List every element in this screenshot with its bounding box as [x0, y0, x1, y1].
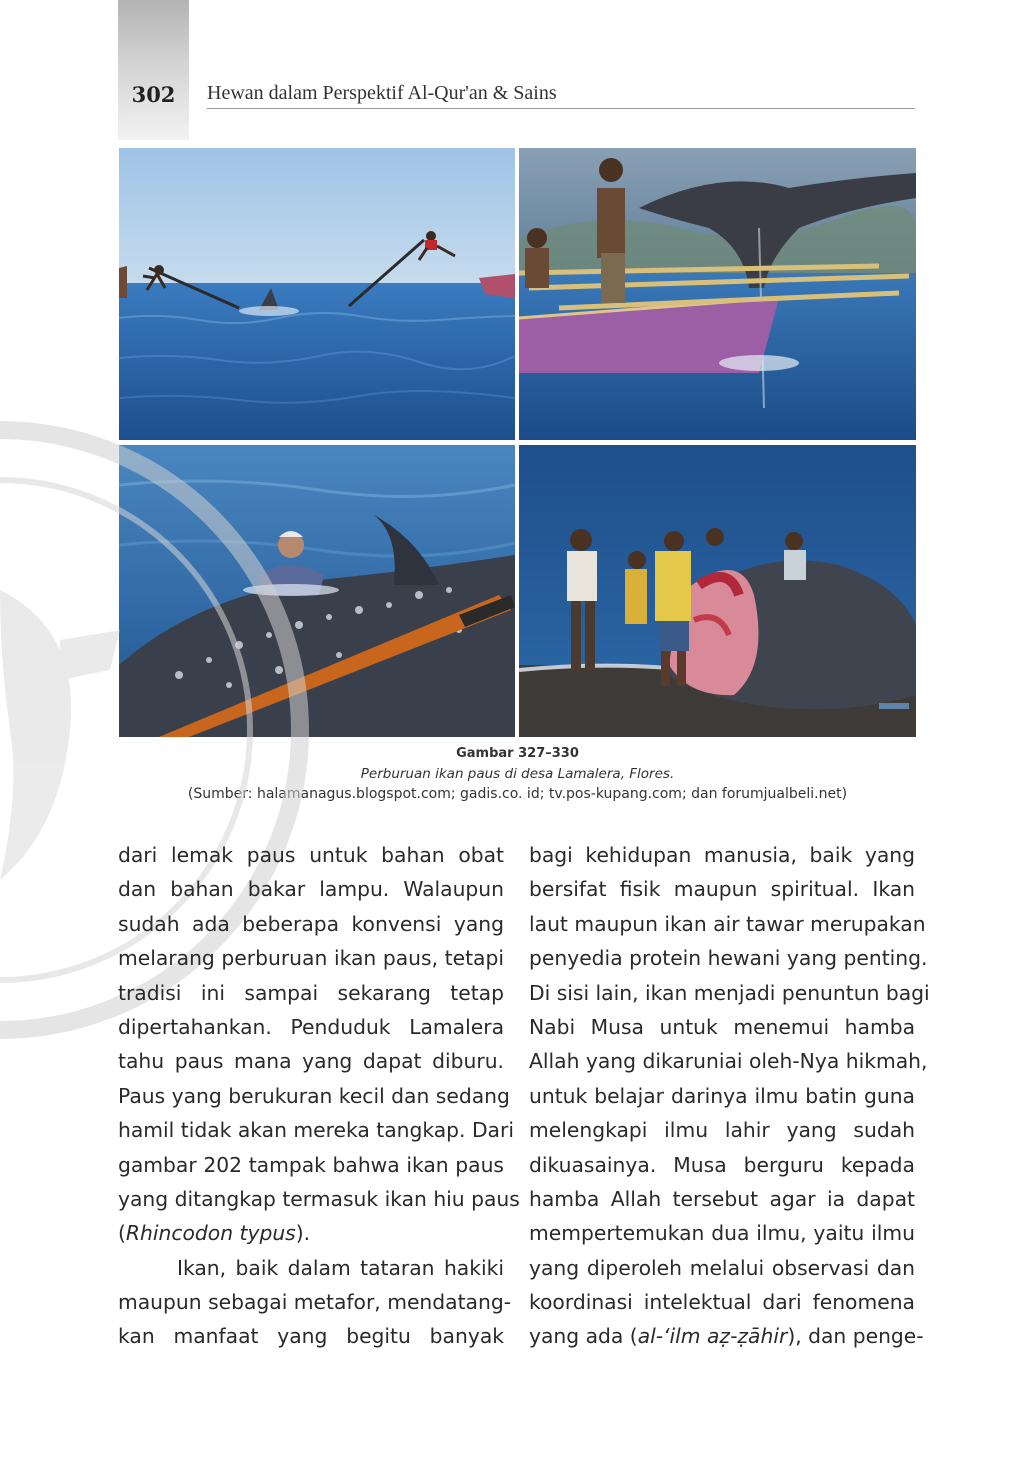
page-number: 302 — [131, 82, 176, 107]
species-close: ). — [295, 1221, 311, 1246]
body-line: bersifat fisik maupun spiritual. Ikan — [529, 877, 915, 902]
body-line: melarang perburuan ikan paus, tetapi — [118, 946, 504, 971]
body-line: kan manfaat yang begitu banyak — [118, 1324, 504, 1349]
body-line: dipertahankan. Penduduk Lamalera — [118, 1014, 504, 1039]
body-line: dikuasainya. Musa berguru kepada — [529, 1152, 915, 1177]
body-line-species — [118, 1216, 504, 1250]
body-line: hamba Allah tersebut agar ia dapat — [529, 1186, 915, 1211]
species-open: ( — [118, 1221, 126, 1246]
body-column-left — [118, 838, 520, 1354]
body-line-paragraph-start: Ikan, baik dalam tataran hakiki — [177, 1255, 504, 1280]
figure-label: Gambar 327–330 — [456, 746, 579, 761]
photo-villagers-butchering-whale — [519, 445, 916, 737]
body-line: sudah ada beberapa konvensi yang — [118, 911, 504, 936]
species-name: Rhincodon typus — [125, 1221, 296, 1246]
body-line: Allah yang dikaruniai oleh-Nya hikmah, — [529, 1049, 928, 1074]
photo-man-beside-whale-shark — [119, 445, 515, 737]
term-close: ), dan penge- — [787, 1324, 924, 1349]
body-line: yang diperoleh melalui observasi dan — [529, 1255, 915, 1280]
body-line: Paus yang berukuran kecil dan sedang — [118, 1083, 510, 1108]
figure-title: Perburuan ikan paus di desa Lamalera, Flores. — [360, 766, 675, 782]
body-line: tradisi ini sampai sekarang tetap — [118, 980, 504, 1005]
photo-whale-hunters-leaping — [119, 148, 515, 440]
body-line: tahu paus mana yang dapat diburu. — [118, 1049, 504, 1074]
body-line: mempertemukan dua ilmu, yaitu ilmu — [529, 1221, 915, 1246]
term-open: yang ada ( — [529, 1324, 638, 1349]
body-line: Nabi Musa untuk menemui hamba — [529, 1014, 915, 1039]
body-line: untuk belajar darinya ilmu batin guna — [529, 1083, 915, 1108]
body-line: melengkapi ilmu lahir yang sudah — [529, 1118, 915, 1143]
body-line: penyedia protein hewani yang penting. — [529, 946, 928, 971]
body-line: laut maupun ikan air tawar merupakan — [529, 911, 926, 936]
body-line: yang ditangkap termasuk ikan hiu paus — [118, 1186, 520, 1211]
body-line: dari lemak paus untuk bahan obat — [118, 843, 504, 867]
body-line: Di sisi lain, ikan menjadi penuntun bagi — [529, 980, 930, 1005]
body-line-term — [529, 1319, 924, 1353]
header-rule — [207, 108, 915, 109]
body-column-right — [529, 838, 930, 1354]
running-head: Hewan dalam Perspektif Al-Qur'an & Sains — [207, 82, 557, 104]
body-line: gambar 202 tampak bahwa ikan paus — [118, 1152, 504, 1177]
body-line: koordinasi intelektual dari fenomena — [529, 1290, 915, 1315]
body-line: bagi kehidupan manusia, baik yang — [529, 843, 915, 867]
photo-whale-tail-beside-boat — [519, 148, 916, 440]
page-tab — [118, 0, 189, 140]
body-line: dan bahan bakar lampu. Walaupun — [118, 877, 504, 902]
body-line: hamil tidak akan mereka tangkap. Dari — [118, 1118, 514, 1143]
body-line: maupun sebagai metafor, mendatang- — [118, 1290, 512, 1315]
figure-source: (Sumber: halamanagus.blogspot.com; gadis.co. id; tv.pos-kupang.com; dan forumjualbeli.net) — [187, 786, 848, 802]
arabic-term: al-‘ilm aẓ-ẓāhir — [637, 1324, 788, 1349]
